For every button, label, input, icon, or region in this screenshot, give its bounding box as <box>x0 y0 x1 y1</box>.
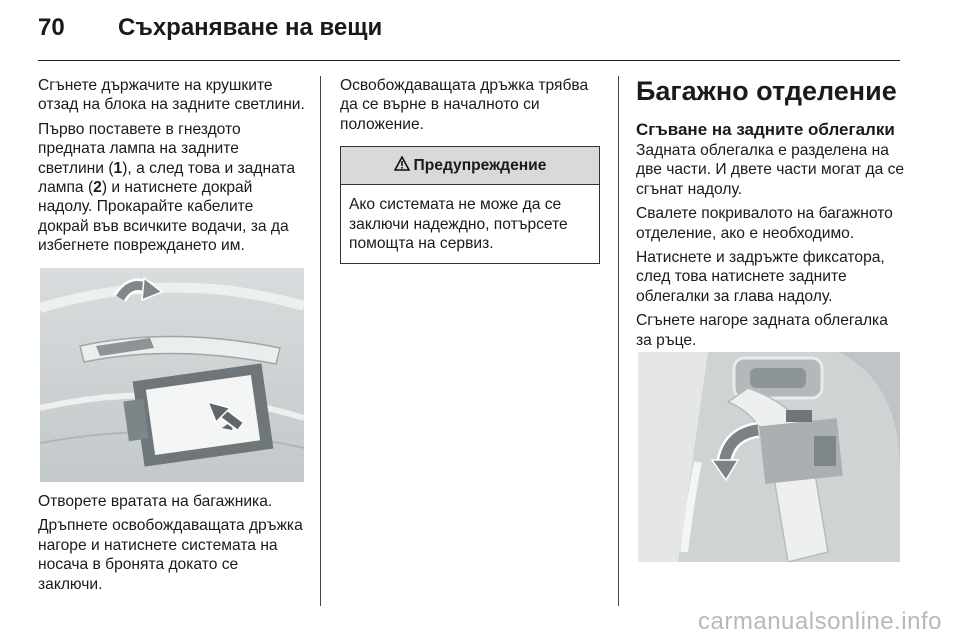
callout-number: 2 <box>93 179 102 197</box>
warning-triangle-icon <box>394 156 410 176</box>
column-divider-2 <box>618 76 619 606</box>
section-title: Багажно отделение <box>636 76 897 106</box>
column-2 <box>340 76 604 264</box>
paragraph <box>38 120 306 256</box>
warning-text: Ако системата не може да се заключи надеждно, потърсете помощта на сервиз. <box>349 196 568 253</box>
text-run: ), а след това и задната лампа ( <box>38 159 296 197</box>
column-1-lower <box>38 492 306 599</box>
text-run: Първо поставете в гнездото предната лампа на задните светлини ( <box>38 120 241 177</box>
column-3 <box>636 76 906 355</box>
page-title: Съхраняване на вещи <box>118 14 383 41</box>
rear-seat-illustration <box>638 352 900 562</box>
paragraph: Освобождаващата дръжка трябва да се върне в началното си положение. <box>340 77 589 133</box>
paragraph: Сгънете нагоре задната облегалка за ръце. <box>636 312 888 349</box>
paragraph: Отворете вратата на багажника. <box>38 493 273 510</box>
watermark: carmanualsonline.info <box>698 608 942 635</box>
paragraph: Задната облегалка е разделена на две части. И двете части могат да се сгънат надолу. <box>636 142 905 198</box>
paragraph: Свалете покривалото на багажното отделение, ако е необходимо. <box>636 205 893 242</box>
column-1 <box>38 76 306 261</box>
warning-header <box>341 147 599 185</box>
paragraph: Натиснете и задръжте фиксатора, след това натиснете задните облегалки за глава надолу. <box>636 249 885 305</box>
page-number: 70 <box>38 14 65 41</box>
text-run: ) и натиснете докрай надолу. Прокарайте кабелите докрай във всичките водачи, за да избегнете повреждането им. <box>38 179 289 255</box>
warning-title: Предупреждение <box>413 157 547 175</box>
callout-number: 1 <box>113 159 123 177</box>
tail-light-illustration <box>40 268 304 482</box>
warning-box <box>340 146 600 264</box>
paragraph: Дръпнете освобождаващата дръжка нагоре и натиснете системата на носача в бронята докато се заключи. <box>38 517 303 593</box>
header-rule <box>38 60 900 61</box>
paragraph: Сгънете държачите на крушките отзад на блока на задните светлини. <box>38 77 305 114</box>
sub-title: Сгъване на задните облегалки <box>636 120 895 139</box>
column-divider-1 <box>320 76 321 606</box>
